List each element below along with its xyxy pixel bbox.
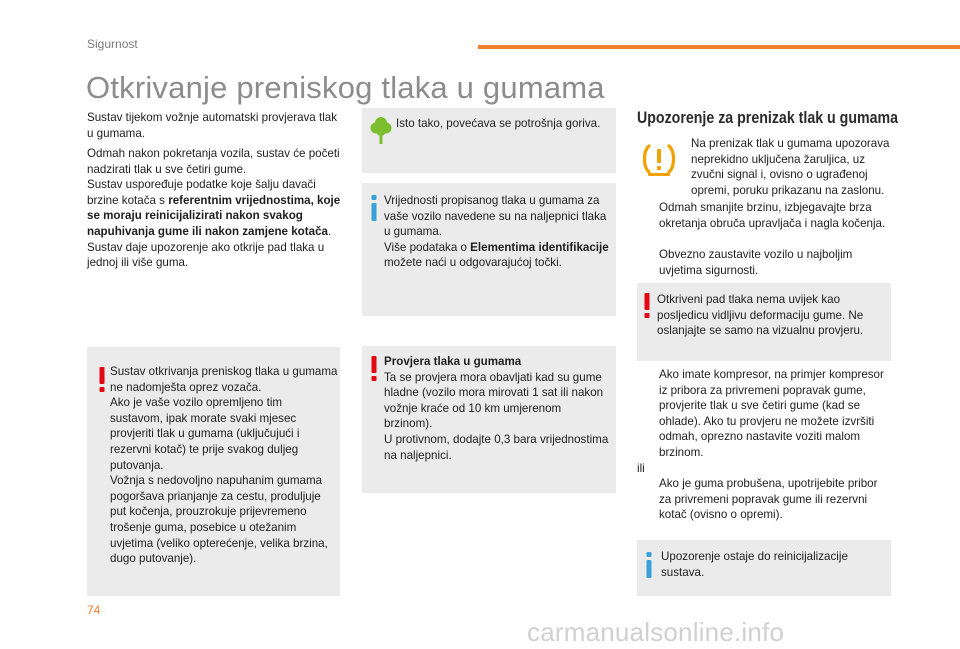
identification-reference-text: Više podataka o Elementima identifikacije možete naći u odgovarajućoj točki. <box>384 240 609 270</box>
section-heading: Upozorenje za prenizak tlak u gumama <box>637 109 899 127</box>
exclamation-icon <box>642 293 652 319</box>
exclamation-icon <box>97 367 107 393</box>
puncture-text: Ako je guma probušena, upotrijebite pribor za privremeni popravak gume ili rezervni kotač (ovisno o opremi). <box>659 477 878 522</box>
pressure-check-text-2: U protivnom, dodajte 0,3 bara vrijednostima na naljepnici. <box>384 432 609 462</box>
info-icon <box>644 552 654 578</box>
reference-values-text: Sustav uspoređuje podatke koje šalju davači brzine kotača s referentnim vrijednostima, koje se moraju reinicijalizirati nakon svakog napuhivanja gume ili nakon zamjene kotača. <box>87 178 341 238</box>
intro-paragraph <box>87 110 339 141</box>
lamp-description: Na prenizak tlak u gumama upozorava neprekidno uključena žaruljica, uz zvučni signal i, ovisno o ugrađenoj opremi, poruku prikazanu na zaslonu. <box>691 137 890 197</box>
eco-box <box>362 108 616 173</box>
precaution-text-2: Ako je vaše vozilo opremljeno tim sustavom, ipak morate svaki mjesec provjeriti tlak u gumama (uključujući i rezervni kotač) te prije svakog duljeg putovanja. <box>110 396 300 472</box>
reinit-text: Upozorenje ostaje do reinicijalizacije sustava. <box>661 550 848 579</box>
deformation-text: Otkriveni pad tlaka nema uvijek kao posljedicu vidljivu deformaciju gume. Ne oslanjajte se samo na vizualnu provjeru. <box>657 293 864 338</box>
intro-text: Sustav tijekom vožnje automatski provjerava tlak u gumama. <box>87 111 338 140</box>
pressure-label-text: Vrijednosti propisanog tlaka u gumama za vaše vozilo navedene su na naljepnici tlaka u gumama. <box>384 194 607 239</box>
start-monitoring-text: Odmah nakon pokretanja vozila, sustav će početi nadzirati tlak u sve četiri gume. <box>87 147 340 176</box>
precaution-text-1: Sustav otkrivanja preniskog tlaka u gumama ne nadomješta oprez vozača. <box>110 365 338 394</box>
fuel-consumption-text: Isto tako, povećava se potrošnja goriva. <box>396 117 601 130</box>
or-text: ili <box>637 462 645 475</box>
page-number: 74 <box>87 603 101 617</box>
section-label: Sigurnost <box>87 37 138 51</box>
info-box-pressure-label <box>362 183 616 316</box>
warning-box-pressure-check <box>362 346 616 493</box>
tree-icon <box>370 115 392 145</box>
exclamation-icon <box>369 356 379 382</box>
tyre-pressure-warning-icon <box>640 143 678 177</box>
page-title: Otkrivanje preniskog tlaka u gumama <box>86 70 605 105</box>
info-icon <box>369 195 379 221</box>
stop-vehicle-text: Obvezno zaustavite vozilo u najboljim uvjetima sigurnosti. <box>659 248 853 277</box>
alert-description-text: Sustav daje upozorenje ako otkrije pad tlaka u jednoj ili više guma. <box>87 240 325 270</box>
watermark: carmanualsonline.info <box>527 617 785 647</box>
compressor-text: Ako imate kompresor, na primjer kompresor iz pribora za privremeni popravak gume, provjerite tlak u sve četiri gume (kad se ohlade). Ako tu provjeru ne možete izvršiti odmah, oprezno nastavite voziti malom brzinom. <box>659 368 884 459</box>
pressure-check-heading: Provjera tlaka u gumama <box>384 355 522 368</box>
info-box-reinit <box>637 540 891 596</box>
precaution-text-3: Vožnja s nedovoljno napuhanim gumama pogoršava prianjanje za cestu, produljuje put kočenja, prouzrokuje prijevremeno trošenje guma, posebice u otežanim uvjetima (veliko opterećenje, velika brzina, dugo putovanje). <box>110 474 328 566</box>
warning-box-deformation <box>637 283 891 361</box>
system-description <box>87 146 343 271</box>
pressure-check-text-1: Ta se provjera mora obavljati kad su gume hladne (vozilo mora mirovati 1 sat ili nakon vožnje kraće od 10 km umjerenom brzinom). <box>384 370 604 431</box>
warning-box-precaution <box>87 347 340 596</box>
header-accent-bar <box>478 45 960 49</box>
slow-down-text: Odmah smanjite brzinu, izbjegavajte brza okretanja obruča upravljača i nagla kočenja. <box>659 201 886 230</box>
